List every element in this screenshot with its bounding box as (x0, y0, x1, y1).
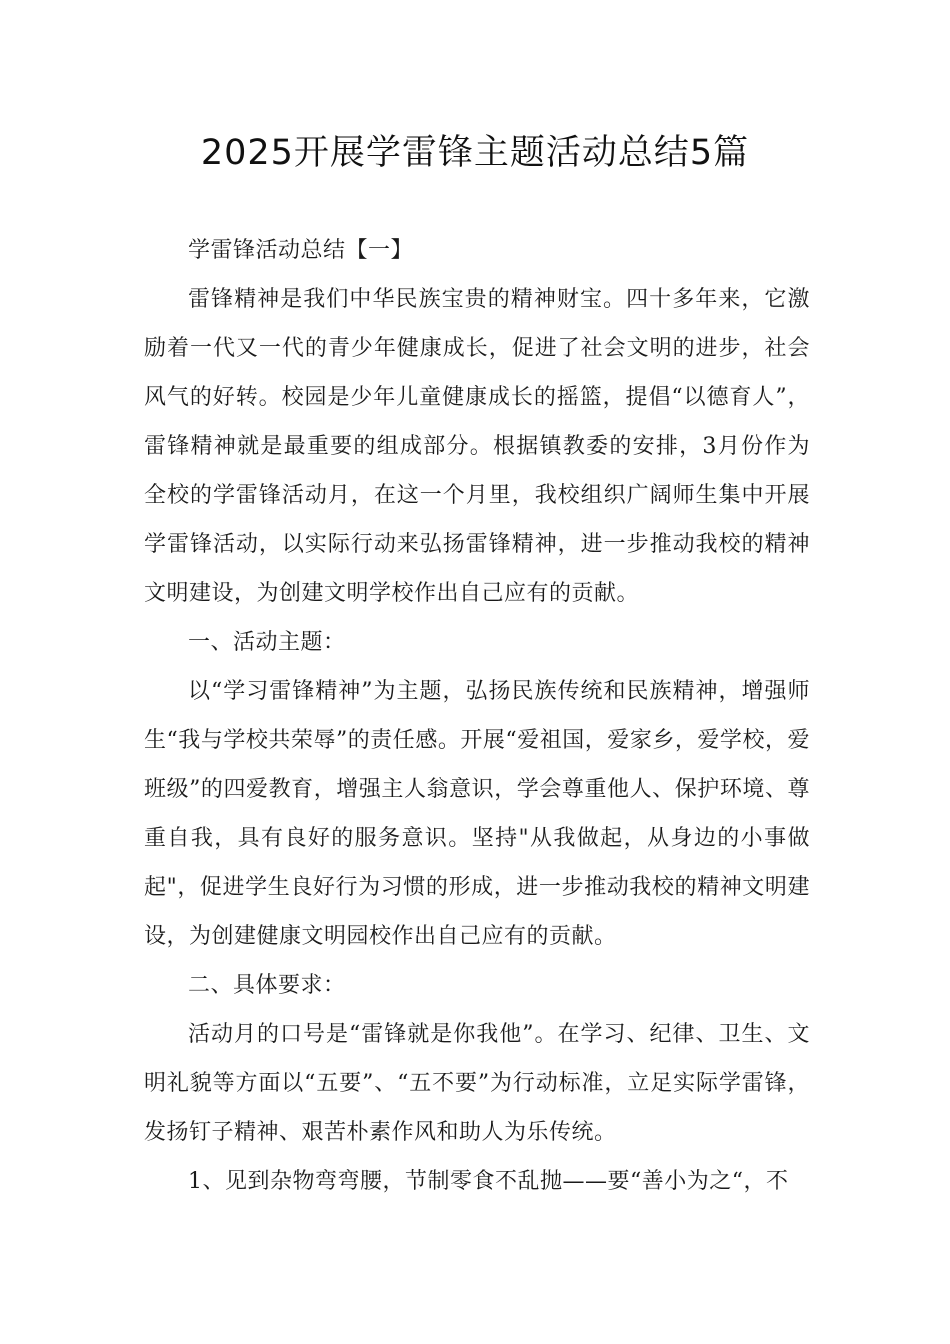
paragraph-requirements: 活动月的口号是“雷锋就是你我他”。在学习、纪律、卫生、文明礼貌等方面以“五要”、“五不要”为行动标准，立足实际学雷锋，发扬钉子精神、艰苦朴素作风和助人为乐传统。 (144, 1022, 810, 1145)
section-heading-summary-one: 学雷锋活动总结【一】 (188, 238, 414, 263)
list-item-one: 1、见到杂物弯弯腰，节制零食不乱抛——要“善小为之“，不 (188, 1169, 789, 1194)
paragraph-intro: 雷锋精神是我们中华民族宝贵的精神财宝。四十多年来，它激励着一代又一代的青少年健康成长，促进了社会文明的进步，社会风气的好转。校园是少年儿童健康成长的摇篮，提倡“以德育人”，雷锋精神就是最重要的组成部分。根据镇教委的安排，3月份作为全校的学雷锋活动月，在这一个月里，我校组织广阔师生集中开展学雷锋活动，以实际行动来弘扬雷锋精神，进一步推动我校的精神文明建设，为创建文明学校作出自己应有的贡献。 (144, 287, 810, 606)
document-body (144, 226, 810, 1206)
document-title: 2025开展学雷锋主题活动总结5篇 (200, 133, 750, 173)
section-heading-requirements: 二、具体要求： (188, 973, 346, 998)
paragraph-activity-theme: 以“学习雷锋精神”为主题，弘扬民族传统和民族精神，增强师生“我与学校共荣辱”的责任感。开展“爱祖国，爱家乡，爱学校，爱班级”的四爱教育，增强主人翁意识，学会尊重他人、保护环境、尊重自我，具有良好的服务意识。坚持"从我做起，从身边的小事做起"，促进学生良好行为习惯的形成，进一步推动我校的精神文明建设，为创建健康文明园校作出自己应有的贡献。 (144, 679, 810, 949)
section-heading-activity-theme: 一、活动主题： (188, 630, 346, 655)
